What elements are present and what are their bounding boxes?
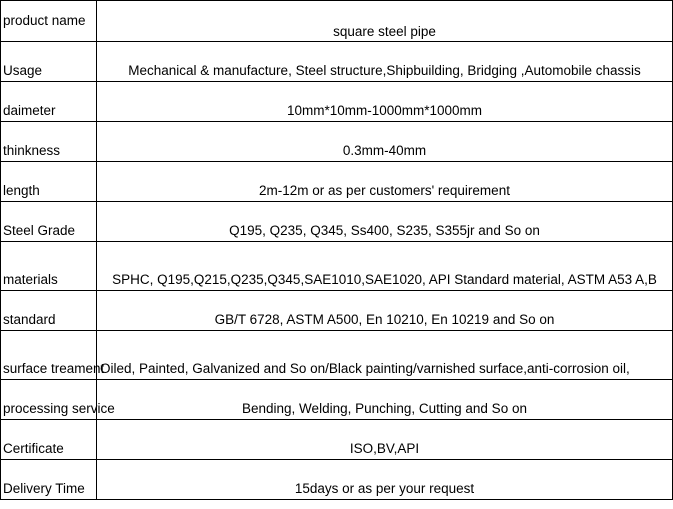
row-value-materials: SPHC, Q195,Q215,Q235,Q345,SAE1010,SAE1020, API Standard material, ASTM A53 A,B [97, 242, 673, 291]
row-value-thickness: 0.3mm-40mm [97, 122, 673, 162]
row-label-surface-treatment: surface treament [1, 331, 97, 380]
table-row [1, 1, 673, 42]
row-value-processing-service: Bending, Welding, Punching, Cutting and So on [97, 380, 673, 420]
row-label-thickness: thinkness [1, 122, 97, 162]
row-value-delivery-time: 15days or as per your request [97, 460, 673, 500]
table-row [1, 380, 673, 420]
table-row [1, 162, 673, 202]
row-value-standard: GB/T 6728, ASTM A500, En 10210, En 10219 and So on [97, 291, 673, 331]
table-row [1, 420, 673, 460]
table-row [1, 202, 673, 242]
row-value-product-name: square steel pipe [97, 1, 673, 42]
row-label-length: length [1, 162, 97, 202]
row-label-product-name: product name [1, 1, 97, 42]
table-row [1, 242, 673, 291]
row-label-delivery-time: Delivery Time [1, 460, 97, 500]
row-label-steel-grade: Steel Grade [1, 202, 97, 242]
row-value-diameter: 10mm*10mm-1000mm*1000mm [97, 82, 673, 122]
table-row [1, 291, 673, 331]
table-row [1, 122, 673, 162]
row-value-usage: Mechanical & manufacture, Steel structure,Shipbuilding, Bridging ,Automobile chassis [97, 42, 673, 82]
table-row [1, 82, 673, 122]
table-row [1, 331, 673, 380]
row-label-usage: Usage [1, 42, 97, 82]
row-label-standard: standard [1, 291, 97, 331]
table-row [1, 460, 673, 500]
row-value-certificate: ISO,BV,API [97, 420, 673, 460]
table-row [1, 42, 673, 82]
row-value-length: 2m-12m or as per customers' requirement [97, 162, 673, 202]
row-label-processing-service: processing service [1, 380, 97, 420]
row-value-steel-grade: Q195, Q235, Q345, Ss400, S235, S355jr and So on [97, 202, 673, 242]
row-value-surface-treatment: Oiled, Painted, Galvanized and So on/Black painting/varnished surface,anti-corrosion oil, [97, 331, 673, 380]
row-label-diameter: daimeter [1, 82, 97, 122]
row-label-certificate: Certificate [1, 420, 97, 460]
row-label-materials: materials [1, 242, 97, 291]
